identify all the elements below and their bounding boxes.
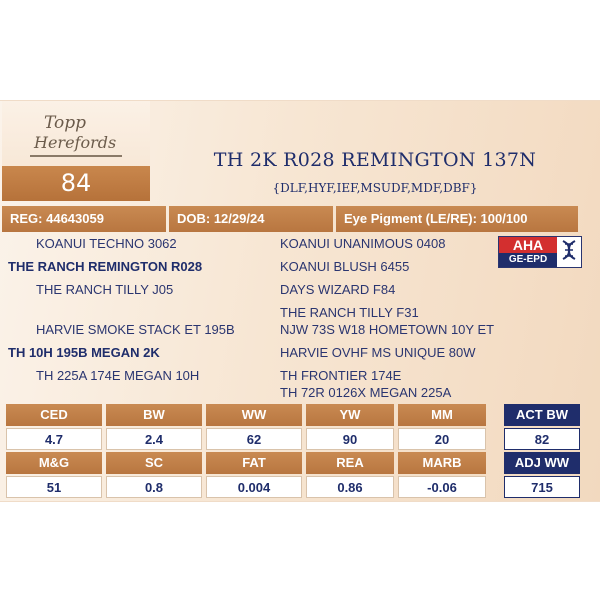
- epd-value-mg: 51: [6, 476, 102, 498]
- aha-logo-bottom: GE-EPD: [499, 253, 557, 267]
- epd-value-bw: 2.4: [106, 428, 202, 450]
- epd-label-sc: SC: [106, 452, 202, 474]
- pedigree-dam: TH 10H 195B MEGAN 2K: [8, 345, 160, 360]
- act-bw-label: ACT BW: [504, 404, 580, 426]
- pedigree-ancestor-6: HARVIE OVHF MS UNIQUE 80W: [280, 345, 476, 360]
- pedigree-ancestor-8: TH 72R 0126X MEGAN 225A: [280, 385, 452, 400]
- epd-label-rea: REA: [306, 452, 394, 474]
- epd-label-bw: BW: [106, 404, 202, 426]
- epd-value-ww: 62: [206, 428, 302, 450]
- epd-value-ced: 4.7: [6, 428, 102, 450]
- epd-label-ced: CED: [6, 404, 102, 426]
- info-bar: [2, 206, 578, 232]
- epd-label-marb: MARB: [398, 452, 486, 474]
- date-of-birth: DOB: 12/29/24: [169, 206, 333, 232]
- epd-value-yw: 90: [306, 428, 394, 450]
- dna-helix-icon: [559, 239, 579, 265]
- registration-number: REG: 44643059: [2, 206, 166, 232]
- epd-value-rea: 0.86: [306, 476, 394, 498]
- pedigree-dam-dam: TH 225A 174E MEGAN 10H: [36, 368, 200, 383]
- epd-label-mg: M&G: [6, 452, 102, 474]
- pedigree-dam-sire: HARVIE SMOKE STACK ET 195B: [36, 322, 235, 337]
- pedigree-ancestor-4: THE RANCH TILLY F31: [280, 305, 419, 320]
- genetic-designations: {DLF,HYF,IEF,MSUDF,MDF,DBF}: [272, 181, 478, 195]
- pedigree-sire-sire: KOANUI TECHNO 3062: [36, 236, 177, 251]
- epd-value-marb: -0.06: [398, 476, 486, 498]
- pedigree-sire: THE RANCH REMINGTON R028: [8, 259, 203, 274]
- epd-label-yw: YW: [306, 404, 394, 426]
- epd-label-fat: FAT: [206, 452, 302, 474]
- pedigree-sire-dam: THE RANCH TILLY J05: [36, 282, 174, 297]
- logo-line2: Herefords: [34, 133, 117, 152]
- pedigree-ancestor-1: KOANUI UNANIMOUS 0408: [280, 236, 446, 251]
- pedigree-ancestor-5: NJW 73S W18 HOMETOWN 10Y ET: [280, 322, 495, 337]
- epd-value-fat: 0.004: [206, 476, 302, 498]
- epd-label-ww: WW: [206, 404, 302, 426]
- logo-underline: [30, 155, 122, 157]
- adj-ww-value: 715: [504, 476, 580, 498]
- adj-ww-label: ADJ WW: [504, 452, 580, 474]
- animal-name: TH 2K R028 REMINGTON 137N: [213, 149, 537, 171]
- pedigree-ancestor-2: KOANUI BLUSH 6455: [280, 259, 410, 274]
- act-bw-value: 82: [504, 428, 580, 450]
- aha-logo-top: AHA: [499, 237, 557, 253]
- epd-value-sc: 0.8: [106, 476, 202, 498]
- epd-value-mm: 20: [398, 428, 486, 450]
- eye-pigment: Eye Pigment (LE/RE): 100/100: [336, 206, 578, 232]
- logo-line1: Topp: [44, 113, 87, 133]
- pedigree-ancestor-3: DAYS WIZARD F84: [280, 282, 396, 297]
- aha-ge-epd-logo: [498, 236, 582, 268]
- epd-label-mm: MM: [398, 404, 486, 426]
- lot-card: [0, 100, 600, 502]
- lot-number: 84: [2, 166, 150, 201]
- pedigree-ancestor-7: TH FRONTIER 174E: [280, 368, 402, 383]
